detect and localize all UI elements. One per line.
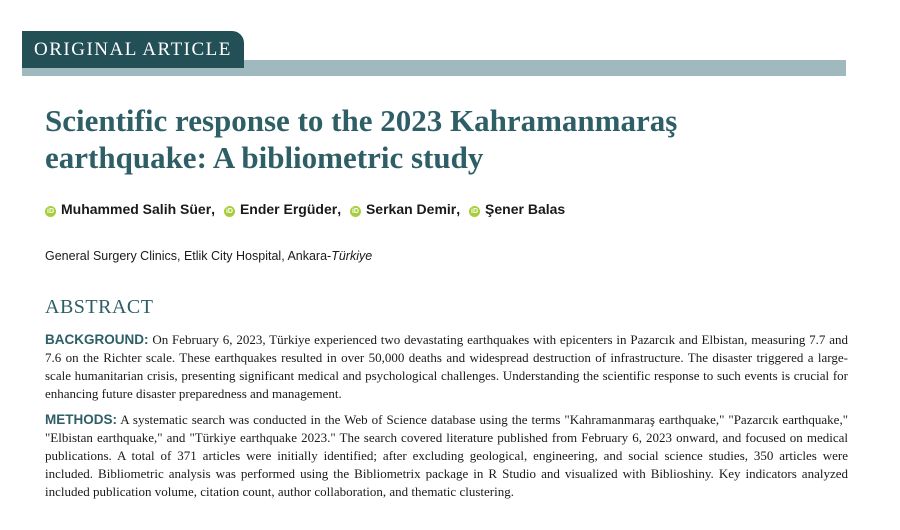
affiliation-country: Türkiye (331, 249, 373, 263)
article-type-tag: ORIGINAL ARTICLE (22, 31, 244, 68)
author-1[interactable] (45, 201, 211, 217)
background-label: BACKGROUND: (45, 332, 149, 347)
orcid-icon[interactable]: iD (351, 208, 359, 215)
abstract-background (45, 331, 848, 403)
orcid-icon[interactable]: iD (471, 208, 479, 215)
author-name: Serkan Demir (365, 201, 457, 217)
author-2[interactable] (224, 201, 337, 217)
author-name: Şener Balas (485, 201, 566, 217)
author-name: Muhammed Salih Süer (61, 201, 212, 217)
abstract-heading: ABSTRACT (45, 296, 154, 318)
methods-label: METHODS: (45, 412, 117, 427)
abstract-methods (45, 411, 848, 501)
background-text: On February 6, 2023, Türkiye experienced two devastating earthquakes with epicenters in Pazarcık and Elbistan, measuring 7.7 and 7.6 on the Richter scale. These earthquakes resulted in over 50,000 deaths and widespread destruction of infrastructure. The disaster triggered a large-scale humanitarian crisis, presenting significant medical and psychological challenges. Understanding the scientific response to such events is crucial for enhancing future disaster preparedness and management. (45, 332, 849, 401)
affiliation-text: General Surgery Clinics, Etlik City Hospital, Ankara- (45, 249, 332, 263)
author-3[interactable] (350, 201, 456, 217)
methods-text: A systematic search was conducted in the Web of Science database using the terms "Kahramanmaraş earthquake," "Pazarcık earthquake," "Elbistan earthquake," and "Türkiye earthquake 2023." The search covered literature published from February 6, 2023 onward, and focused on medical publications. A total of 371 articles were initially identified; after excluding geological, engineering, and social science studies, 350 articles were included. Bibliometric analysis was performed using the Bibliometrix package in R Studio and visualized with Biblioshiny. Key indicators analyzed included publication volume, citation count, author collaboration, and thematic clustering. (45, 412, 848, 499)
affiliation (45, 249, 372, 263)
article-title: Scientific response to the 2023 Kahramanmaraş earthquake: A bibliometric study (45, 103, 678, 175)
author-4[interactable] (469, 201, 565, 217)
orcid-icon[interactable]: iD (47, 208, 54, 215)
orcid-icon[interactable]: iD (225, 208, 233, 215)
author-list: iD Muhammed Salih Süer, iD Ender Ergüder, iD Serkan Demir, iD Şener Balas (47, 201, 566, 217)
author-name: Ender Ergüder (239, 201, 338, 217)
